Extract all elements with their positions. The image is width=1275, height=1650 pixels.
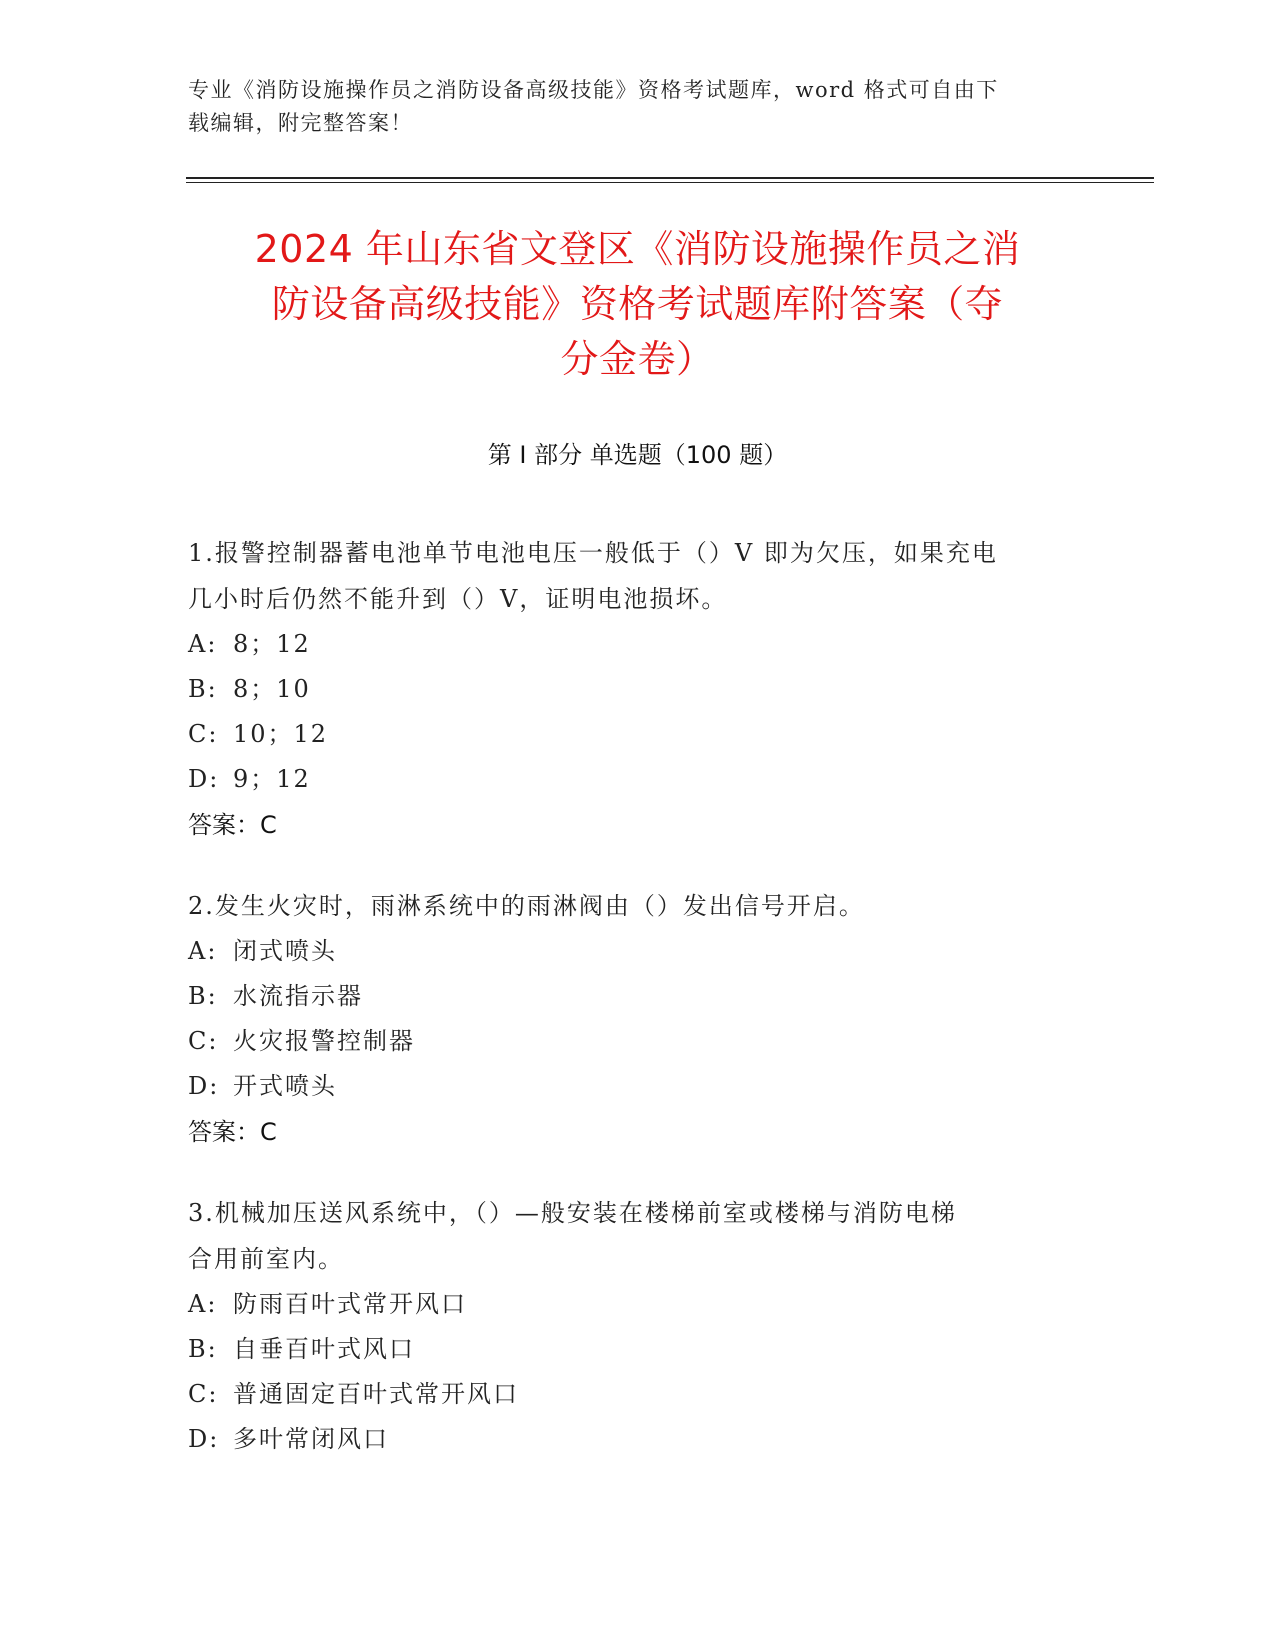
stem-line: 3.机械加压送风系统中，（）—般安装在楼梯前室或楼梯与消防电梯 [188, 1199, 957, 1227]
header-divider-thick [186, 177, 1154, 179]
option-text: 火灾报警控制器 [233, 1027, 415, 1055]
title-line: 2024 年山东省文登区《消防设施操作员之消 [254, 227, 1021, 271]
answer-line: 答案：C [188, 1118, 277, 1146]
question-1 [188, 530, 1088, 848]
option-a [188, 622, 1088, 667]
option-letter: C: [188, 1027, 219, 1055]
question-stem [188, 1190, 1088, 1282]
option-text: 闭式喷头 [233, 937, 337, 965]
title-line: 防设备高级技能》资格考试题库附答案（夺 [271, 282, 1004, 326]
stem-line: 1.报警控制器蓄电池单节电池电压一般低于（）V 即为欠压，如果充电 [188, 539, 998, 567]
option-text: 8；10 [233, 675, 311, 703]
stem-line: 2.发生火灾时，雨淋系统中的雨淋阀由（）发出信号开启。 [188, 892, 865, 920]
option-b [188, 1327, 1088, 1372]
section-title: 第 I 部分 单选题（100 题） [487, 441, 788, 469]
option-d [188, 1417, 1088, 1462]
option-text: 防雨百叶式常开风口 [233, 1290, 467, 1318]
option-letter: B: [188, 982, 218, 1010]
option-letter: B: [188, 675, 218, 703]
stem-line: 合用前室内。 [188, 1245, 344, 1273]
option-letter: D: [188, 765, 220, 793]
option-c [188, 712, 1088, 757]
option-letter: A: [188, 1290, 218, 1318]
option-letter: D: [188, 1425, 220, 1453]
option-text: 10；12 [233, 720, 329, 748]
question-stem [188, 883, 1088, 929]
option-c [188, 1019, 1088, 1064]
question-list [188, 530, 1088, 1497]
option-text: 水流指示器 [233, 982, 363, 1010]
document-title [180, 222, 1095, 387]
option-letter: C: [188, 1380, 219, 1408]
option-d [188, 757, 1088, 802]
question-2 [188, 883, 1088, 1155]
option-a [188, 929, 1088, 974]
option-text: 自垂百叶式风口 [233, 1335, 415, 1363]
stem-line: 几小时后仍然不能升到（）V，证明电池损坏。 [188, 585, 728, 613]
header-note-line: 专业《消防设施操作员之消防设备高级技能》资格考试题库，word 格式可自由下 [188, 78, 999, 102]
option-text: 8；12 [233, 630, 311, 658]
title-line: 分金卷） [560, 337, 715, 381]
question-stem [188, 530, 1088, 622]
header-note-line: 载编辑，附完整答案！ [188, 111, 413, 135]
option-text: 多叶常闭风口 [233, 1425, 389, 1453]
answer-line: 答案：C [188, 811, 277, 839]
option-b [188, 974, 1088, 1019]
option-letter: D: [188, 1072, 220, 1100]
option-letter: A: [188, 937, 218, 965]
option-b [188, 667, 1088, 712]
option-a [188, 1282, 1088, 1327]
option-letter: B: [188, 1335, 218, 1363]
header-note [188, 74, 1058, 140]
question-3 [188, 1190, 1088, 1462]
option-text: 开式喷头 [233, 1072, 337, 1100]
option-text: 普通固定百叶式常开风口 [233, 1380, 519, 1408]
option-text: 9；12 [233, 765, 311, 793]
option-d [188, 1064, 1088, 1109]
option-letter: C: [188, 720, 219, 748]
header-divider-thin [186, 182, 1154, 183]
option-c [188, 1372, 1088, 1417]
option-letter: A: [188, 630, 218, 658]
